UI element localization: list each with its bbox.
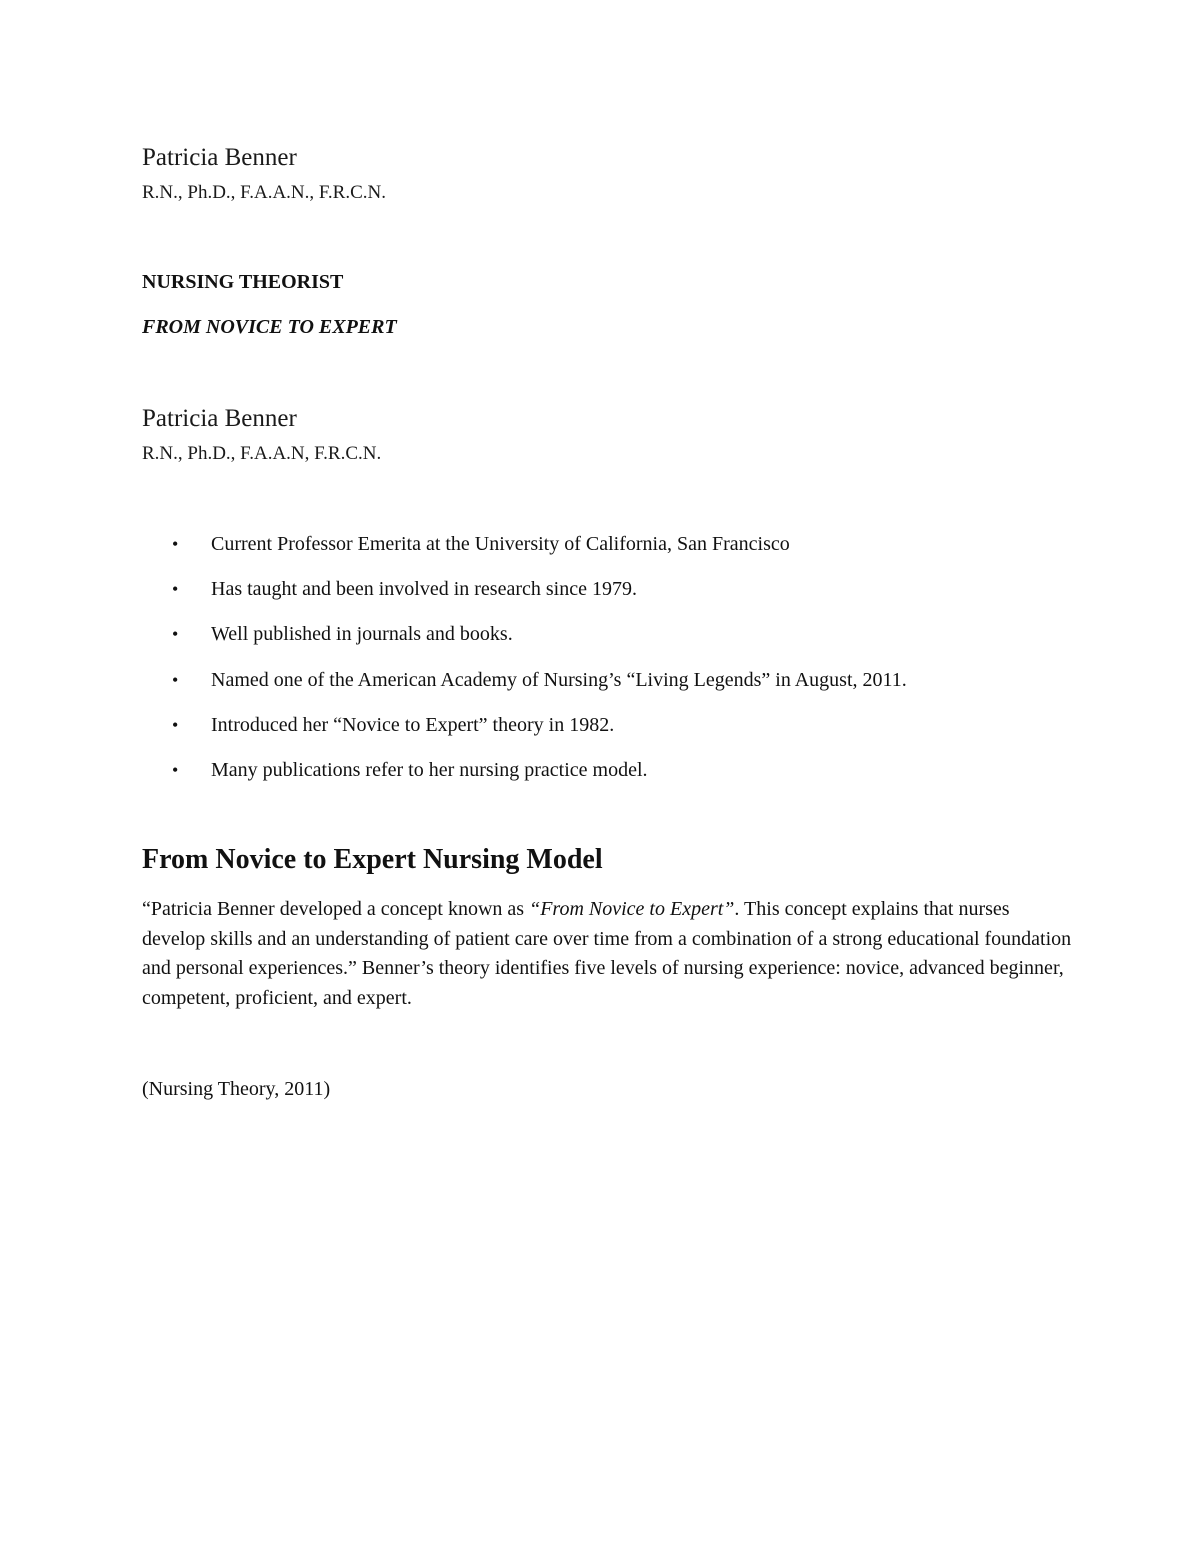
bullet-item (172, 666, 1172, 711)
bullet-item (172, 756, 1172, 801)
theorist-label: NURSING THEORIST (142, 271, 344, 293)
citation: (Nursing Theory, 2011) (142, 1078, 331, 1100)
bullet-marker: • (172, 624, 179, 645)
bullet-text: Current Professor Emerita at the University of California, San Francisco (211, 533, 790, 555)
paragraph-text-start: “Patricia Benner developed a concept known as (142, 898, 530, 920)
bullet-marker: • (172, 579, 179, 600)
bullet-item (172, 711, 1172, 756)
bullet-text: Well published in journals and books. (211, 623, 513, 646)
profile-credentials: R.N., Ph.D., F.A.A.N, F.R.C.N. (142, 443, 382, 464)
bullet-item (172, 620, 1172, 665)
bullet-text: Many publications refer to her nursing practice model. (211, 758, 648, 781)
bullet-marker: • (172, 759, 179, 780)
bullet-text: Has taught and been involved in research since 1979. (211, 578, 637, 601)
header-credentials: R.N., Ph.D., F.A.A.N., F.R.C.N. (142, 182, 387, 203)
model-description-paragraph (142, 895, 1072, 1013)
bullet-item (172, 575, 1172, 620)
bullet-marker: • (172, 714, 179, 735)
bullet-text: Named one of the American Academy of Nursing’s “Living Legends” in August, 2011. (211, 668, 907, 691)
paragraph-emphasis: “From Novice to Expert” (529, 898, 735, 920)
bio-bullet-list (172, 530, 1172, 801)
theory-title: FROM NOVICE TO EXPERT (142, 316, 397, 338)
profile-name: Patricia Benner (142, 405, 297, 432)
bullet-item (172, 530, 1172, 575)
paragraph-text-end: . This concept explains that nurses develop skills and an understanding of patient care over time from a combination of a strong educational foundation and personal experiences.” Benner’s theory identifies five levels of nursing experience: novice, advanced beginner, competent, proficient, and expert. (142, 898, 1072, 1009)
section-heading: From Novice to Expert Nursing Model (142, 844, 603, 875)
bullet-text: Introduced her “Novice to Expert” theory in 1982. (211, 713, 615, 736)
bullet-marker: • (172, 669, 179, 690)
header-name: Patricia Benner (142, 144, 297, 171)
bullet-marker: • (172, 534, 179, 554)
